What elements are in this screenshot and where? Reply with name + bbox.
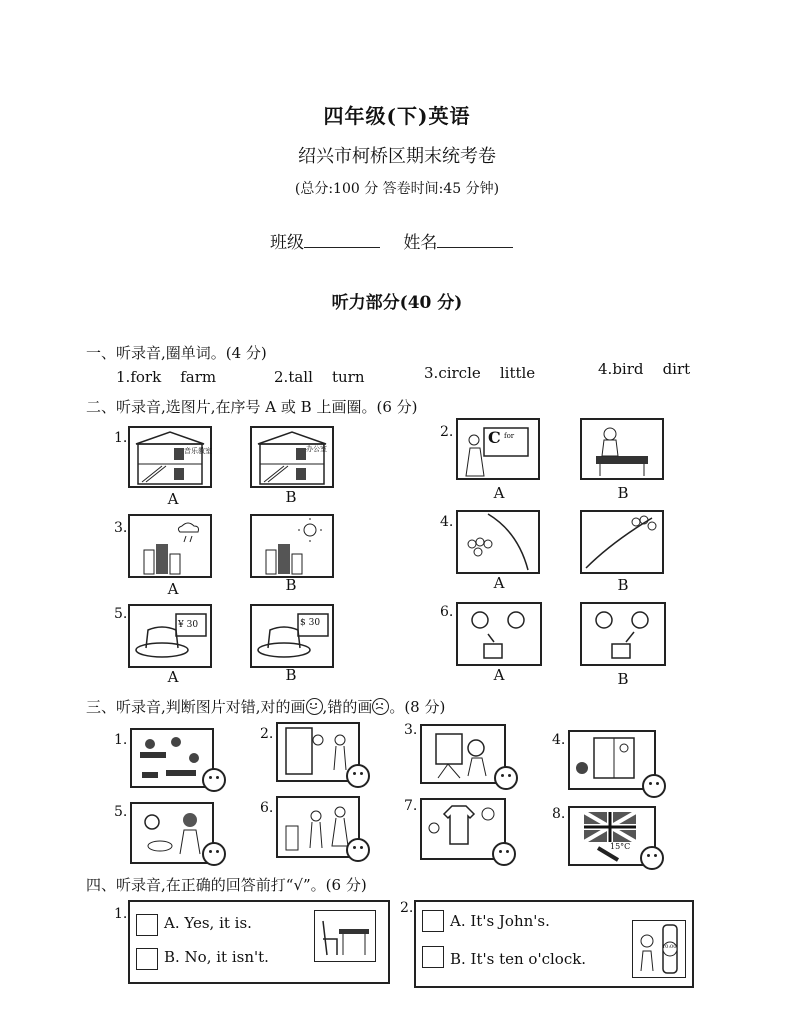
q3-title: 三、听录音,判断图片对错,对的画 ,错的画 。(8 分): [86, 698, 446, 716]
sad-face-icon: [372, 698, 389, 715]
q4-num-1: 1.: [114, 906, 128, 922]
q2-4-b-pic[interactable]: [580, 510, 664, 574]
q3-num-8: 8.: [552, 806, 566, 822]
q2-6-b-pic[interactable]: [580, 602, 666, 666]
q3-3-answer-face[interactable]: [494, 766, 518, 790]
q4-2-picture: [632, 920, 686, 978]
q2-4-a-pic[interactable]: [456, 510, 540, 574]
q2-3-b-pic[interactable]: [250, 514, 334, 578]
q2-5-b-pic[interactable]: [250, 604, 334, 668]
q1-title: 一、听录音,圈单词。(4 分): [86, 344, 267, 362]
q3-num-3: 3.: [404, 722, 418, 738]
word-option[interactable]: turn: [331, 368, 365, 386]
q2-1-label-a[interactable]: A: [167, 490, 179, 508]
window-sun-image: [570, 732, 654, 788]
price-tag-a: ¥ 30: [178, 620, 199, 630]
earth-clouds-image: [458, 512, 538, 572]
q4-1-option-b: B. No, it isn't.: [164, 948, 269, 966]
q2-2-b-pic[interactable]: [580, 418, 664, 480]
watch-time: 10:00: [662, 944, 677, 950]
q2-3-label-a[interactable]: A: [167, 580, 179, 598]
name-row: [270, 228, 531, 253]
q3-2-answer-face[interactable]: [346, 764, 370, 788]
q3-6-answer-face[interactable]: [346, 838, 370, 862]
word-option[interactable]: farm: [180, 368, 217, 386]
q4-title: 四、听录音,在正确的回答前打“√”。(6 分): [86, 876, 367, 894]
rainy-city-image: [130, 516, 210, 576]
earth-clouds-image: [582, 512, 662, 572]
word-option[interactable]: bird: [612, 360, 644, 378]
q2-6-label-b[interactable]: B: [617, 670, 629, 688]
q3-num-4: 4.: [552, 732, 566, 748]
class-label: 班级: [270, 233, 304, 253]
q3-num-1: 1.: [114, 732, 128, 748]
exam-title: 四年级(下)英语: [323, 104, 471, 128]
q2-6-label-a[interactable]: A: [493, 666, 505, 684]
q4-2-option-b: B. It's ten o'clock.: [450, 950, 587, 968]
q2-num-3: 3.: [114, 520, 128, 536]
q3-4-answer-face[interactable]: [642, 774, 666, 798]
q2-3-label-b[interactable]: B: [285, 576, 297, 594]
class-blank[interactable]: [304, 233, 380, 248]
kids-eating-image: [132, 804, 212, 862]
word-option[interactable]: tall: [288, 368, 313, 386]
name-label: 姓名: [403, 233, 438, 253]
q2-5-label-a[interactable]: A: [167, 668, 179, 686]
exam-note: (总分:100 分 答卷时间:45 分钟): [294, 181, 500, 197]
word-option[interactable]: fork: [130, 368, 162, 386]
q2-6-a-pic[interactable]: [456, 602, 542, 666]
q3-num-6: 6.: [260, 800, 274, 816]
q2-5-label-b[interactable]: B: [285, 666, 297, 684]
q3-8-answer-face[interactable]: [640, 846, 664, 870]
q1-item-2: 2.tall turn: [274, 368, 365, 386]
q2-4-label-a[interactable]: A: [493, 574, 505, 592]
q2-3-a-pic[interactable]: [128, 514, 212, 578]
hat-price-image: [130, 606, 210, 666]
q2-2-label-b[interactable]: B: [617, 484, 629, 502]
temperature-label: 15°C: [610, 842, 631, 851]
q2-num-5: 5.: [114, 606, 128, 622]
listening-section-title: 听力部分(40 分): [331, 293, 463, 313]
sunny-city-image: [252, 516, 332, 576]
q2-num-2: 2.: [440, 424, 454, 440]
q1-item-4: 4.bird dirt: [598, 360, 691, 378]
hat-price-image: [252, 606, 332, 666]
q2-num-6: 6.: [440, 604, 454, 620]
building-image: [130, 428, 210, 486]
q2-1-a-pic[interactable]: [128, 426, 212, 488]
q4-1-picture: [314, 910, 376, 962]
word-option[interactable]: circle: [438, 364, 481, 382]
price-tag-b: $ 30: [300, 618, 321, 628]
building-image: [252, 428, 332, 486]
q3-7-answer-face[interactable]: [492, 842, 516, 866]
smile-face-icon: [306, 698, 323, 715]
board-letter: C: [488, 428, 501, 447]
q2-num-4: 4.: [440, 514, 454, 530]
q1-item-1: 1.fork farm: [116, 368, 217, 386]
q4-1-option-a: A. Yes, it is.: [164, 914, 252, 932]
q3-num-7: 7.: [404, 798, 418, 814]
board-word: for: [504, 432, 515, 440]
q2-title: 二、听录音,选图片,在序号 A 或 B 上画圈。(6 分): [86, 398, 418, 416]
exam-subtitle: 绍兴市柯桥区期末统考卷: [298, 146, 496, 167]
q3-num-5: 5.: [114, 804, 128, 820]
q2-num-1: 1.: [114, 430, 128, 446]
desk-chair-image: [315, 911, 375, 961]
q2-1-b-pic[interactable]: [250, 426, 334, 488]
room-sign-b: 办公室: [306, 445, 327, 453]
q2-2-label-a[interactable]: A: [493, 484, 505, 502]
word-option[interactable]: little: [499, 364, 536, 382]
q4-2-checkbox-b[interactable]: [422, 946, 444, 968]
q2-1-label-b[interactable]: B: [285, 488, 297, 506]
q4-num-2: 2.: [400, 900, 414, 916]
q4-2-checkbox-a[interactable]: [422, 910, 444, 932]
q3-1-answer-face[interactable]: [202, 768, 226, 792]
q3-5-answer-face[interactable]: [202, 842, 226, 866]
q2-4-label-b[interactable]: B: [617, 576, 629, 594]
q4-1-checkbox-a[interactable]: [136, 914, 158, 936]
name-blank[interactable]: [437, 233, 513, 248]
people-bag-image: [582, 604, 664, 664]
people-bag-image: [458, 604, 540, 664]
q4-2-option-a: A. It's John's.: [450, 912, 550, 930]
classroom-students-image: [132, 730, 212, 786]
q2-5-a-pic[interactable]: [128, 604, 212, 668]
q1-item-3: 3.circle little: [424, 364, 536, 382]
painting-boy-image: [422, 726, 504, 782]
q4-1-checkbox-b[interactable]: [136, 948, 158, 970]
room-sign-a: 音乐教室: [184, 447, 212, 455]
q3-num-2: 2.: [260, 726, 274, 742]
student-desk-image: [582, 420, 662, 478]
q3-3-pic: [420, 724, 506, 784]
watch-boy-image: [633, 921, 685, 977]
word-option[interactable]: dirt: [662, 360, 691, 378]
